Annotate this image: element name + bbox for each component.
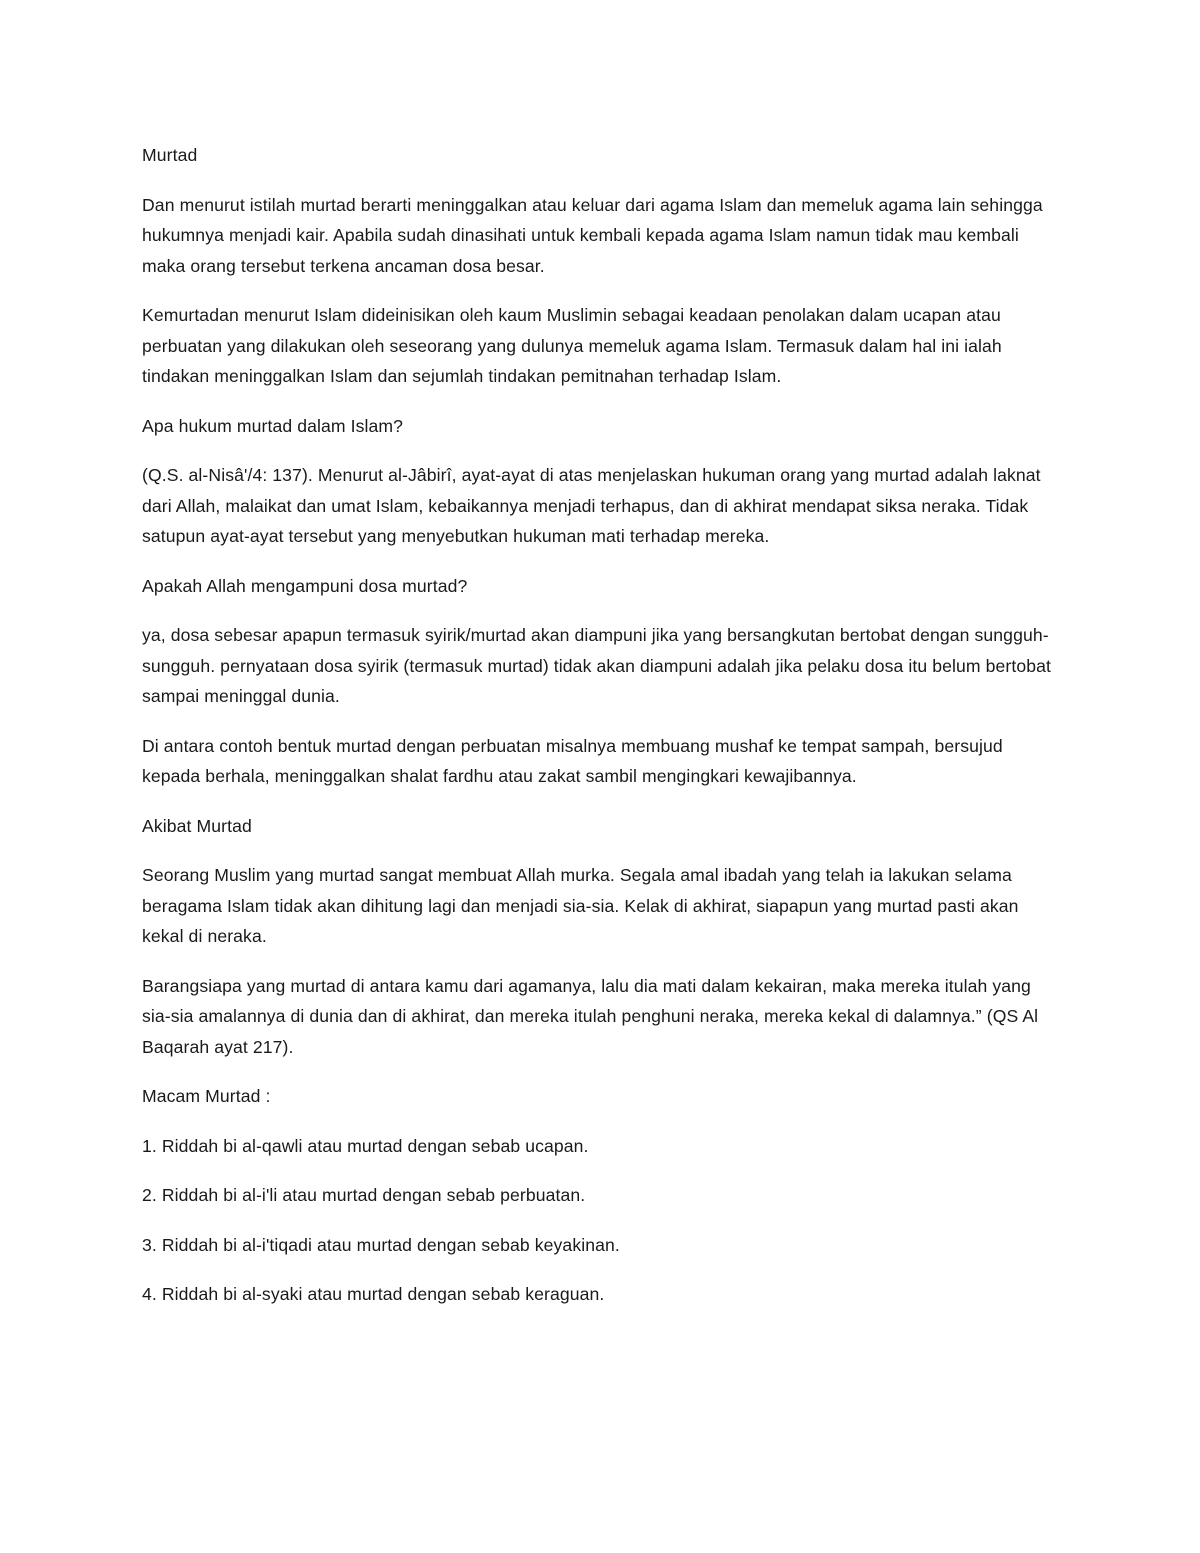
paragraph-hukum: (Q.S. al-Nisâ'/4: 137). Menurut al-Jâbirî, ayat-ayat di atas menjelaskan hukuman orang yang murtad adalah laknat dari Allah, malaikat dan umat Islam, kebaikannya menjadi terhapus, dan di akhirat mendapat siksa neraka. Tidak satupun ayat-ayat tersebut yang menyebutkan hukuman mati terhadap mereka. bbox=[142, 465, 1041, 546]
paragraph-quote: Barangsiapa yang murtad di antara kamu dari agamanya, lalu dia mati dalam kekairan, maka mereka itulah yang sia-sia amalannya di dunia dan di akhirat, dan mereka itulah penghuni neraka, mereka kekal di dalamnya.” (QS Al Baqarah ayat 217). bbox=[142, 975, 1039, 1057]
paragraph-ampunan: ya, dosa sebesar apapun termasuk syirik/murtad akan diampuni jika yang bersangkutan bertobat dengan sungguh-sungguh. pernyataan dosa syirik (termasuk murtad) tidak akan diampuni adalah jika pelaku dosa itu belum bertobat sampai meninggal dunia. bbox=[142, 625, 1051, 706]
paragraph-kemurtadan: Kemurtadan menurut Islam dideinisikan oleh kaum Muslimin sebagai keadaan penolakan dalam ucapan atau perbuatan yang dilakukan oleh seseorang yang dulunya memeluk agama Islam. Termasuk dalam hal ini ialah tindakan meninggalkan Islam dan sejumlah tindakan pemitnahan terhadap Islam. bbox=[142, 305, 1002, 386]
paragraph-akibat: Seorang Muslim yang murtad sangat membuat Allah murka. Segala amal ibadah yang telah ia lakukan selama beragama Islam tidak akan dihitung lagi dan menjadi sia-sia. Kelak di akhirat, siapapun yang murtad pasti akan kekal di neraka. bbox=[142, 865, 1019, 946]
list-item: 4. Riddah bi al-syaki atau murtad dengan sebab keraguan. bbox=[142, 1284, 605, 1304]
list-item: 3. Riddah bi al-i'tiqadi atau murtad dengan sebab keyakinan. bbox=[142, 1234, 620, 1255]
heading-akibat: Akibat Murtad bbox=[142, 815, 252, 836]
paragraph-contoh: Di antara contoh bentuk murtad dengan perbuatan misalnya membuang mushaf ke tempat sampah, bersujud kepada berhala, meninggalkan shalat fardhu atau zakat sambil mengingkari kewajibannya. bbox=[142, 735, 1003, 786]
document-title: Murtad bbox=[142, 145, 198, 165]
list-item: 1. Riddah bi al-qawli atau murtad dengan sebab ucapan. bbox=[142, 1135, 589, 1156]
document-body bbox=[142, 140, 1062, 1329]
paragraph-definition: Dan menurut istilah murtad berarti meninggalkan atau keluar dari agama Islam dan memeluk agama lain sehingga hukumnya menjadi kair. Apabila sudah dinasihati untuk kembali kepada agama Islam namun tidak mau kembali maka orang tersebut terkena ancaman dosa besar. bbox=[142, 194, 1043, 276]
heading-macam: Macam Murtad : bbox=[142, 1086, 271, 1106]
list-item: 2. Riddah bi al-i'li atau murtad dengan sebab perbuatan. bbox=[142, 1185, 586, 1205]
question-ampunan: Apakah Allah mengampuni dosa murtad? bbox=[142, 575, 468, 596]
question-hukum: Apa hukum murtad dalam Islam? bbox=[142, 415, 404, 436]
